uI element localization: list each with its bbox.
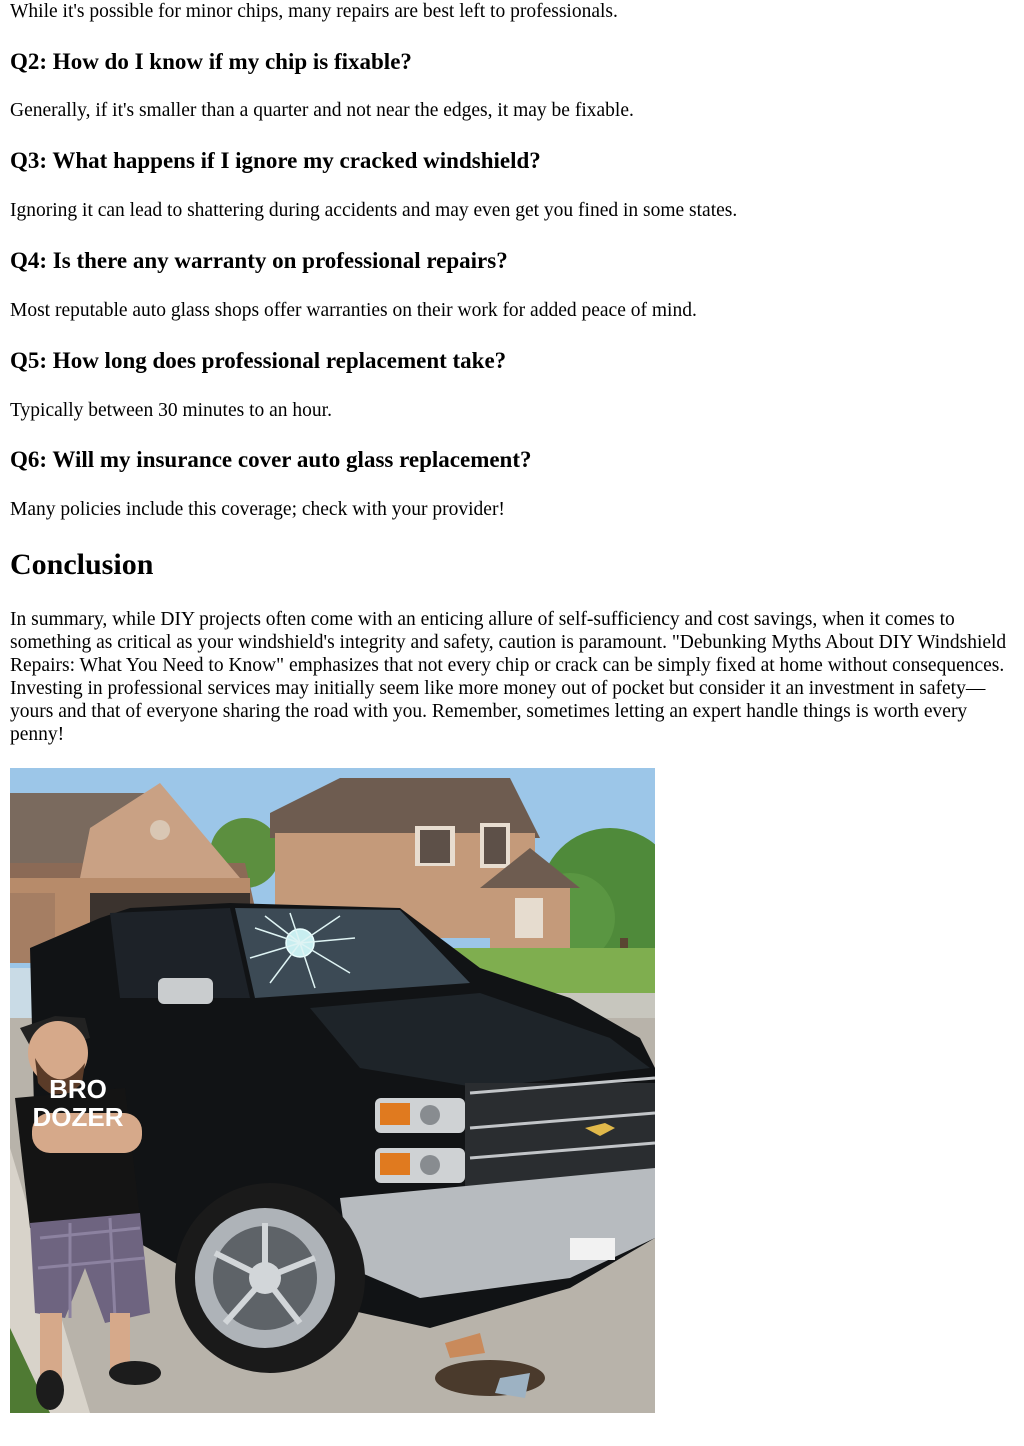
faq-answer-5: Typically between 30 minutes to an hour. <box>10 400 332 421</box>
faq-question-6: Q6: Will my insurance cover auto glass replacement? <box>10 447 532 472</box>
conclusion-paragraph: In summary, while DIY projects often come with an enticing allure of self-sufficiency and cost savings, when it comes to something as critical as your windshield's integrity and safety, caution is paramount. "Debunking Myths About DIY Windshield Repairs: What You Need to Know" emphasizes that not every chip or crack can be simply fixed at home without consequences. Investing in professional services may initially seem like more money out of pocket but consider it an investment in safety—yours and that of everyone sharing the road with you. Remember, sometimes letting an expert handle things is worth every penny! <box>10 609 1007 745</box>
truck-cracked-windshield-illustration <box>10 768 655 1413</box>
faq-answer-3: Ignoring it can lead to shattering during accidents and may even get you fined in some states. <box>10 200 738 221</box>
faq-question-5: Q5: How long does professional replacement take? <box>10 348 507 373</box>
faq-answer-2: Generally, if it's smaller than a quarter and not near the edges, it may be fixable. <box>10 100 634 121</box>
faq-question-3: Q3: What happens if I ignore my cracked windshield? <box>10 148 541 173</box>
faq-answer-6: Many policies include this coverage; check with your provider! <box>10 499 505 520</box>
shirt-text-line2: DOZER <box>32 1102 124 1132</box>
shirt-text-line1: BRO <box>49 1074 107 1104</box>
faq-answer-4: Most reputable auto glass shops offer warranties on their work for added peace of mind. <box>10 300 697 321</box>
article-image <box>10 768 655 1413</box>
intro-paragraph: While it's possible for minor chips, many repairs are best left to professionals. <box>10 1 618 22</box>
faq-question-4: Q4: Is there any warranty on professional repairs? <box>10 248 508 273</box>
conclusion-heading: Conclusion <box>10 548 154 581</box>
faq-question-2: Q2: How do I know if my chip is fixable? <box>10 49 412 74</box>
